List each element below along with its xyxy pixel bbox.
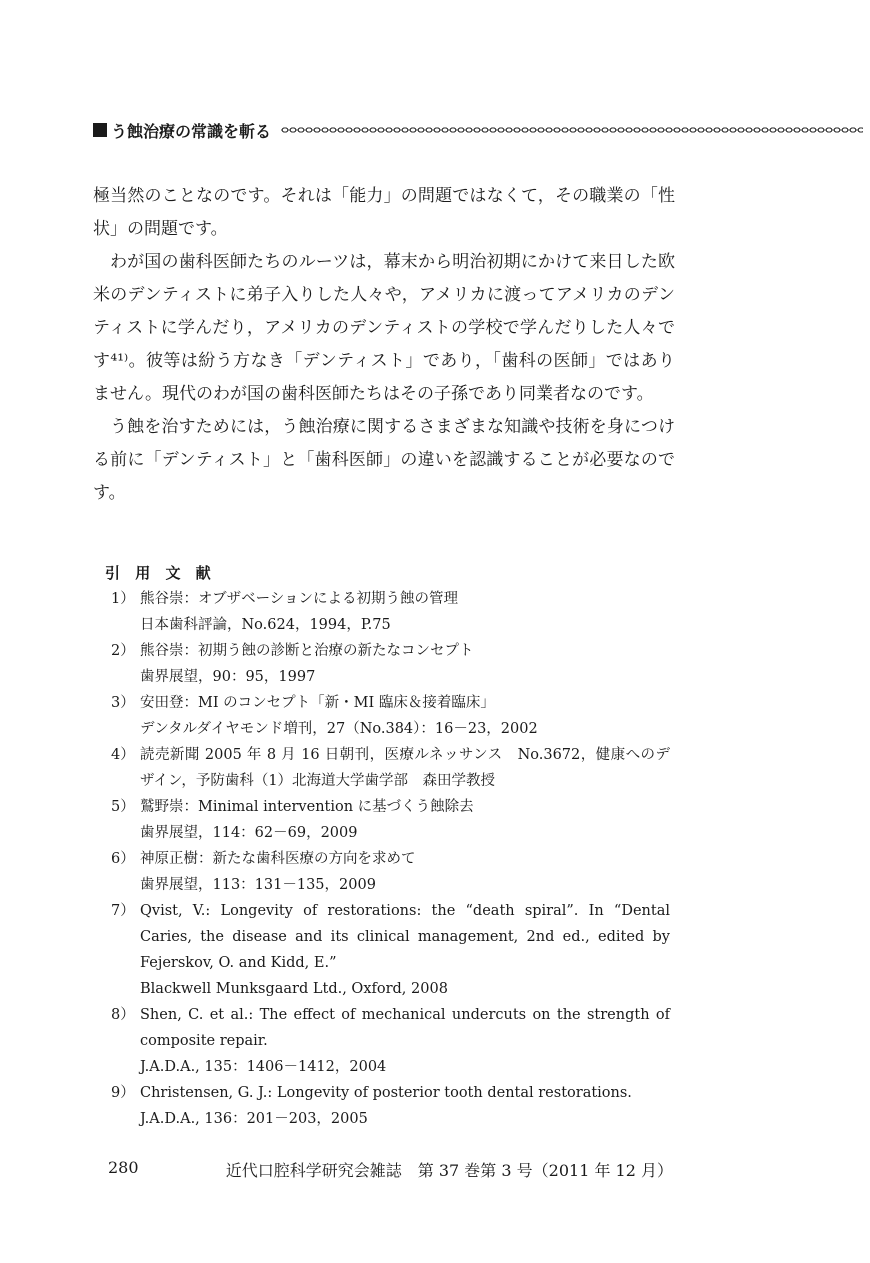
references-heading: 引 用 文 献 — [105, 564, 216, 582]
reference-line: J.A.D.A., 136：201－203，2005 — [140, 1111, 368, 1127]
reference-item — [105, 846, 670, 898]
reference-number: 9） — [111, 1085, 135, 1101]
reference-line: 読売新聞 2005 年 8 月 16 日朝刊，医療ルネッサンス No.3672，健康へのデザイン，予防歯科（1）北海道大学歯学部 森田学教授 — [140, 747, 670, 789]
reference-line: 鷲野崇：Minimal intervention に基づくう蝕除去 — [140, 799, 474, 815]
reference-item — [105, 1080, 670, 1132]
reference-number: 3） — [111, 695, 135, 711]
reference-line: Blackwell Munksgaard Ltd., Oxford, 2008 — [140, 981, 448, 997]
journal-citation: 近代口腔科学研究会雑誌 第 37 巻第 3 号（2011 年 12 月） — [225, 1161, 673, 1180]
reference-number: 6） — [111, 851, 135, 867]
reference-number: 1） — [111, 591, 135, 607]
reference-line: 歯界展望，114：62－69，2009 — [140, 825, 358, 841]
reference-line: 歯界展望，90：95，1997 — [140, 669, 316, 685]
reference-item — [105, 898, 670, 1002]
reference-line: Christensen, G. J.: Longevity of posterior tooth dental restorations. — [140, 1085, 632, 1101]
body-text — [93, 180, 675, 510]
paragraph: う蝕を治すためには，う蝕治療に関するさまざまな知識や技術を身につける前に「デンティスト」と「歯科医師」の違いを認識することが必要なのです。 — [93, 417, 675, 503]
reference-line: J.A.D.A., 135：1406－1412，2004 — [140, 1059, 387, 1075]
reference-line: 神原正樹：新たな歯科医療の方向を求めて — [140, 851, 416, 867]
reference-line: デンタルダイヤモンド増刊，27（No.384）：16－23，2002 — [140, 721, 538, 737]
reference-line: Qvist, V.: Longevity of restorations: the “death spiral”. In “Dental Caries, the disease and its clinical management, 2nd ed., edited by Fejerskov, O. and Kidd, E.” — [140, 903, 670, 971]
reference-item — [105, 742, 670, 794]
reference-item — [105, 638, 670, 690]
reference-number: 7） — [111, 903, 135, 919]
reference-item — [105, 690, 670, 742]
references-section — [105, 560, 670, 1132]
reference-number: 8） — [111, 1007, 135, 1023]
reference-line: 安田登：MI のコンセプト「新・MI 臨床＆接着臨床」 — [140, 695, 495, 711]
reference-line: Shen, C. et al.: The effect of mechanical undercuts on the strength of composite repair. — [140, 1007, 670, 1049]
reference-number: 5） — [111, 799, 135, 815]
paragraph: 極当然のことなのです。それは「能力」の問題ではなくて，その職業の「性状」の問題です。 — [93, 186, 675, 239]
paragraph: わが国の歯科医師たちのルーツは，幕末から明治初期にかけて来日した欧米のデンティストに弟子入りした人々や，アメリカに渡ってアメリカのデンティストに学んだり，アメリカのデンティストの学校で学んだりした人々です⁴¹⁾。彼等は紛う方なき「デンティスト」であり，「歯科の医師」ではありません。現代のわが国の歯科医師たちはその子孫であり同業者なのです。 — [93, 252, 675, 404]
reference-item — [105, 794, 670, 846]
reference-line: 歯界展望，113：131－135，2009 — [140, 877, 376, 893]
square-bullet-icon — [93, 123, 107, 137]
reference-line: 熊谷崇：オブザベーションによる初期う蝕の管理 — [140, 591, 458, 607]
chain-ornament — [281, 125, 863, 135]
page-footer — [108, 1158, 673, 1181]
running-header-title: う蝕治療の常識を斬る — [111, 121, 272, 141]
reference-number: 4） — [111, 747, 135, 763]
page-number: 280 — [108, 1158, 139, 1177]
reference-item — [105, 1002, 670, 1080]
reference-item — [105, 586, 670, 638]
running-header — [93, 118, 863, 142]
reference-line: 日本歯科評論，No.624，1994，P.75 — [140, 617, 391, 633]
reference-line: 熊谷崇：初期う蝕の診断と治療の新たなコンセプト — [140, 643, 474, 659]
reference-number: 2） — [111, 643, 135, 659]
